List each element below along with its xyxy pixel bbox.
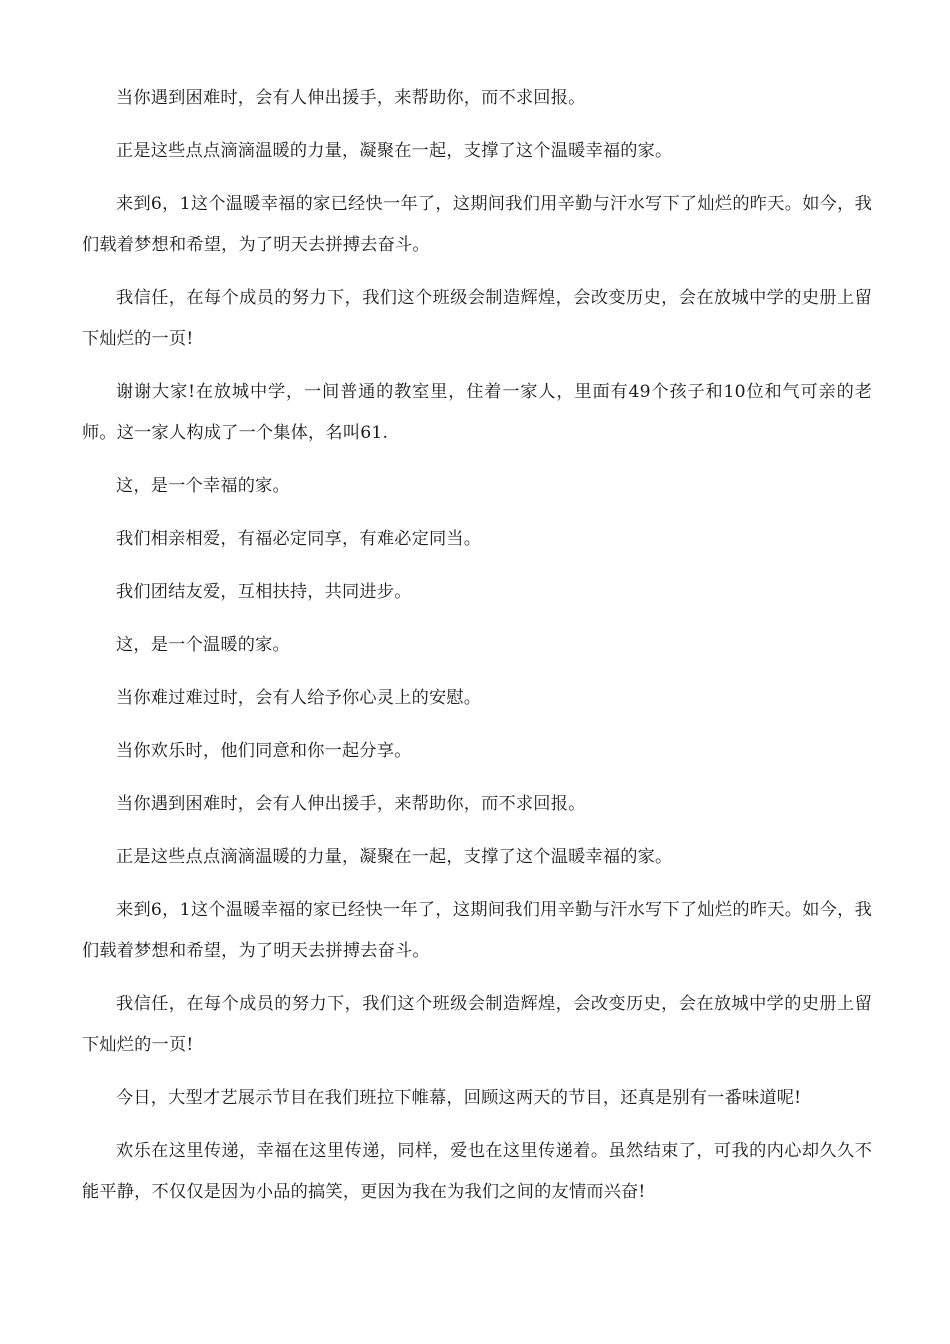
paragraph: 当你遇到困难时，会有人伸出援手，来帮助你，而不求回报。 (116, 794, 586, 814)
paragraph: 正是这些点点滴滴温暖的力量，凝聚在一起，支撑了这个温暖幸福的家。 (116, 141, 673, 161)
paragraph: 我信任，在每个成员的努力下，我们这个班级会制造辉煌，会改变历史，会在放城中学的史册上留下灿烂的一页! (82, 288, 872, 349)
paragraph: 我们相亲相爱，有福必定同享，有难必定同当。 (116, 529, 482, 549)
paragraph: 来到6，1这个温暖幸福的家已经快一年了，这期间我们用辛勤与汗水写下了灿烂的昨天。如今，我们载着梦想和希望，为了明天去拼搏去奋斗。 (82, 194, 872, 255)
paragraph: 欢乐在这里传递，幸福在这里传递，同样，爱也在这里传递着。虽然结束了，可我的内心却久久不能平静，不仅仅是因为小品的搞笑，更因为我在为我们之间的友情而兴奋! (82, 1141, 872, 1202)
paragraph: 来到6，1这个温暖幸福的家已经快一年了，这期间我们用辛勤与汗水写下了灿烂的昨天。如今，我们载着梦想和希望，为了明天去拼搏去奋斗。 (82, 900, 872, 961)
document-body (82, 78, 872, 1213)
paragraph: 谢谢大家!在放城中学，一间普通的教室里，住着一家人，里面有49个孩子和10位和气可亲的老师。这一家人构成了一个集体，名叫61. (82, 382, 872, 443)
paragraph: 当你难过难过时，会有人给予你心灵上的安慰。 (116, 688, 482, 708)
paragraph: 今日，大型才艺展示节目在我们班拉下帷幕，回顾这两天的节目，还真是别有一番味道呢! (116, 1088, 802, 1108)
paragraph: 当你欢乐时，他们同意和你一起分享。 (116, 741, 412, 761)
paragraph: 我信任，在每个成员的努力下，我们这个班级会制造辉煌，会改变历史，会在放城中学的史册上留下灿烂的一页! (82, 994, 872, 1055)
paragraph: 这，是一个幸福的家。 (116, 476, 290, 496)
paragraph: 当你遇到困难时，会有人伸出援手，来帮助你，而不求回报。 (116, 88, 586, 108)
paragraph: 这，是一个温暖的家。 (116, 635, 290, 655)
paragraph: 正是这些点点滴滴温暖的力量，凝聚在一起，支撑了这个温暖幸福的家。 (116, 847, 673, 867)
paragraph: 我们团结友爱，互相扶持，共同进步。 (116, 582, 412, 602)
